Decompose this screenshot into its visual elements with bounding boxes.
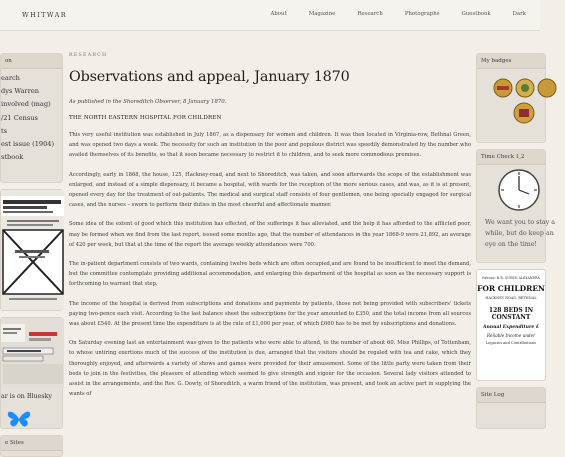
links-panel <box>0 53 63 183</box>
badges-header: My badges <box>477 54 545 69</box>
clipping-income: Reliable Income under <box>486 333 536 338</box>
right-sidebar <box>476 53 555 405</box>
main-nav <box>248 11 526 17</box>
article-subhead: THE NORTH EASTERN HOSPITAL FOR CHILDREN <box>69 115 222 121</box>
sidebar-link-latest-issue[interactable]: est issue (1904) <box>1 139 55 148</box>
sidebar-link-guestbook[interactable]: stbook <box>1 153 24 162</box>
bluesky-banner-image <box>1 318 64 388</box>
section-kicker[interactable]: RESEARCH <box>69 53 108 58</box>
sidebar-link-search[interactable]: earch <box>1 74 20 82</box>
links-list <box>1 69 62 164</box>
hospital-appeal-clipping <box>476 269 546 381</box>
site-log-panel <box>476 387 546 429</box>
site-brand[interactable]: WHITWAR <box>22 11 67 19</box>
clock-icon <box>497 168 541 212</box>
clipping-beds: 128 BEDS IN CONSTANT <box>488 307 534 321</box>
sidebar-link-census[interactable]: /21 Census <box>1 113 38 122</box>
badge-icon[interactable] <box>513 102 535 124</box>
badge-icon[interactable] <box>515 78 535 98</box>
nav-photographs[interactable]: Photographs <box>404 11 440 17</box>
nav-guestbook[interactable]: Guestbook <box>461 11 491 17</box>
nav-about[interactable]: About <box>270 11 287 17</box>
badge-icon[interactable] <box>493 78 513 98</box>
left-sidebar <box>0 53 63 446</box>
clipping-expenditure: Annual Expenditure £ <box>482 325 540 330</box>
bluesky-butterfly-icon[interactable] <box>7 410 31 428</box>
article-paragraph: Accordingly, early in 1868, the house, 125, Hackney-road, and next to Shoreditch, was taken, and soon afterwards the scope of the establishment was enlarged, and instead of a simple dispensary, it became a hospital, with wards for the reception of the more serious cases, and was, as it is at present, opened every day for the treatment of out-patients. The medical and surgical staff consists of four gentlemen, one being specially engaged for surgical cases, and the nurses – sworn to perform their duties in the most cheerful and affectionate manner. <box>69 171 471 209</box>
clipping-legacies: Legacies and Contributions <box>485 341 537 345</box>
article-paragraph: This very useful institution was established in July 1867, as a dispensary for women and children. It was then located in Virginia-row, Bethnal Green, and was opened two days a week. The necessity for such an institution in the poor and populous district was speedily demonstrated by the number who availed themselves of its benefits, so that it soon became necessary to restrict it to children, and to seek more commodious premises. <box>69 132 471 159</box>
bluesky-panel <box>0 317 63 429</box>
nav-dark-toggle[interactable]: Dark <box>512 11 526 17</box>
sidebar-link-involved[interactable]: involved (mag) <box>1 100 51 109</box>
publication-note: As published in the Shoreditch Observer, 8 January 1870. <box>69 99 227 105</box>
newsprint-clipping <box>1 190 64 310</box>
links-panel-header: on <box>1 54 62 69</box>
other-sites-header: e Sites <box>1 436 62 451</box>
time-check-header: Time Check 1,2 <box>477 150 545 165</box>
hospital-notice-image <box>0 189 63 311</box>
other-sites-panel <box>0 435 63 457</box>
page-title: Observations and appeal, January 1870 <box>69 69 350 85</box>
nav-research[interactable]: Research <box>357 11 383 17</box>
clipping-patron: Patrons: H.R. QUEEN ALEXANDRA <box>482 276 540 280</box>
sidebar-link-gladys-warren[interactable]: dys Warren <box>1 87 40 96</box>
article-paragraph: Some idea of the extent of good which this institution has effected, of the sufferings it has alleviated, and the help it has afforded to the afflicted poor, may be formed when we find from the last report, issued some months ago, that the number of attendances in the year 1868-9 were 21,892, an average of 420 per week, but that at the time of the report the average weekly attendances were 700. <box>69 221 471 248</box>
clipping-address: HACKNEY ROAD, BETHNAL <box>485 296 537 300</box>
nav-magazine[interactable]: Magazine <box>308 11 336 17</box>
badges-panel <box>476 53 546 143</box>
article-paragraph: The in-patient department consists of two wards, containing twelve beds which are often occupied,and are found to be insufficient to meet the demand, but the committee contemplate providing additional accommodation, and enlarging this department of the hospital as soon as the necessary support is forthcoming to warrant that step. <box>69 261 471 288</box>
main-article <box>69 53 471 405</box>
bluesky-label[interactable]: ar is on Bluesky <box>1 393 52 400</box>
top-navbar <box>0 0 540 31</box>
clipping-heading: FOR CHILDREN <box>477 284 545 293</box>
time-check-message: We want you to stay a while, but do keep an eye on the time! <box>485 219 555 248</box>
article-paragraph: The income of the hospital is derived from subscriptions and donations and payments by patients, those not being provided with subscribers' tickets paying two-pence each visit. According to the last balance sheet the subscriptions for the year amounted to £350, and the total income from all sources was about £540. At the present time the expenditure is at the rate of £1,000 per year, of which £660 has to be met by subscriptions and donations. <box>69 300 471 328</box>
time-check-panel <box>476 149 555 263</box>
sidebar-link-ts[interactable]: ts <box>1 126 8 135</box>
site-log-header: Site Log <box>477 388 545 403</box>
badge-icon[interactable] <box>537 78 557 98</box>
article-paragraph: On Saturday evening last an entertainment was given to the patients who were able to attend, to the number of about 60. Miss Phillips, of Tottenham, to whose untiring exertions much of the success of the institution is due, arranged that the visitors should be regaled with tea and cake, which they thoroughly enjoyed, and afterwards a variety of shows and games were provided for their amusement. Some of the little party were taken from their beds to join in the festivities, the pleasure of attending which seemed to give strength and vigour for the occasion. Several lady visitors attended to assist in the arrangements, and the Rev. G. Dowty, of Shoreditch, a warm friend of the institution, was present, and took an active part in supplying the wants of <box>69 340 471 398</box>
